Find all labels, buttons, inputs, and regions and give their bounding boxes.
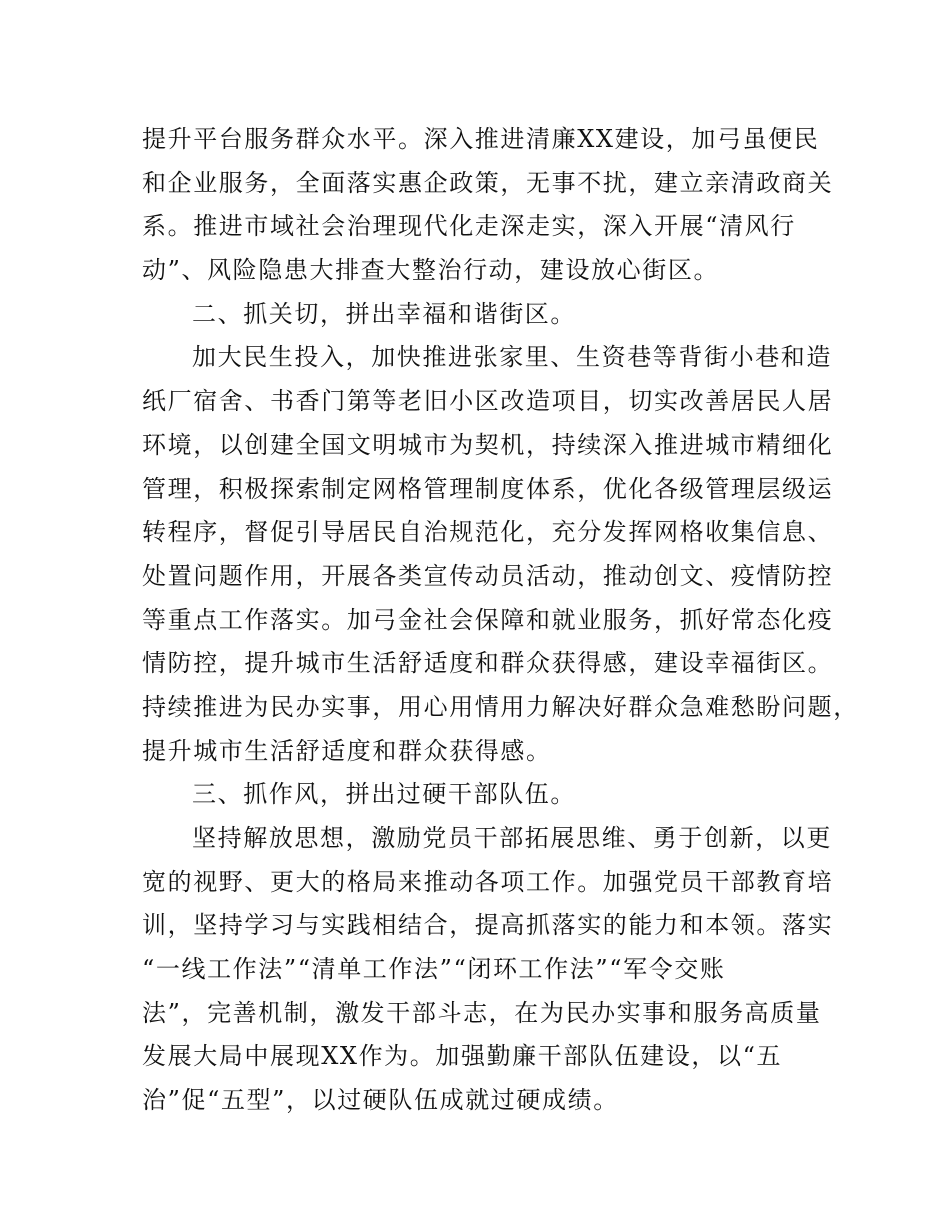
text-line: 持续推进为民办实事，用心用情用力解决好群众急难愁盼问题， bbox=[142, 692, 859, 721]
paragraph-section-3 bbox=[142, 817, 832, 1123]
text-line: 加大民生投入，加快推进张家里、生资巷等背街小巷和造 bbox=[192, 343, 832, 372]
text-line: 治”促“五型”，以过硬队伍成就过硬成绩。 bbox=[142, 1086, 619, 1115]
text-line: 动”、风险隐患大排查大整治行动，建设放心街区。 bbox=[142, 256, 720, 285]
text-line: 宽的视野、更大的格局来推动各项工作。加强党员干部教育培 bbox=[142, 867, 834, 896]
text-line: 环境，以创建全国文明城市为契机，持续深入推进城市精细化 bbox=[142, 430, 834, 459]
section-heading-3 bbox=[142, 773, 832, 817]
text-line: “一线工作法”“清单工作法”“闭环工作法”“军令交账 bbox=[142, 955, 726, 984]
text-line: 坚持解放思想，激励党员干部拓展思维、勇于创新，以更 bbox=[192, 824, 832, 852]
text-line: 处置问题作用，开展各类宣传动员活动，推动创文、疫情防控 bbox=[142, 561, 834, 590]
section-heading-2 bbox=[142, 293, 832, 337]
text-line: 转程序，督促引导居民自治规范化，充分发挥网格收集信息、 bbox=[142, 518, 834, 547]
text-line: 纸厂宿舍、书香门第等老旧小区改造项目，切实改善居民人居 bbox=[142, 387, 834, 416]
paragraph-intro bbox=[142, 118, 832, 293]
text-line: 训，坚持学习与实践相结合，提高抓落实的能力和本领。落实 bbox=[142, 911, 834, 940]
text-line: 和企业服务，全面落实惠企政策，无事不扰，建立亲清政商关 bbox=[142, 168, 834, 197]
section-heading-text: 二、抓关切，拼出幸福和谐街区。 bbox=[192, 299, 576, 328]
text-line: 系。推进市域社会治理现代化走深走实，深入开展“清风行 bbox=[142, 212, 796, 241]
text-line: 管理，积极探索制定网格管理制度体系，优化各级管理层级运 bbox=[142, 474, 834, 503]
text-line: 提升城市生活舒适度和群众获得感。 bbox=[142, 736, 552, 765]
text-line: 法”，完善机制，激发干部斗志，在为民办实事和服务高质量 bbox=[142, 998, 822, 1027]
text-line: 等重点工作落实。加弓金社会保障和就业服务，抓好常态化疫 bbox=[142, 605, 834, 634]
text-line: 提升平台服务群众水平。深入推进清廉XX建设，加弓虽便民 bbox=[142, 125, 820, 153]
text-line: 发展大局中展现XX作为。加强勤廉干部队伍建设，以“五 bbox=[142, 1042, 783, 1071]
text-line: 情防控，提升城市生活舒适度和群众获得感，建设幸福街区。 bbox=[142, 649, 834, 678]
paragraph-section-2 bbox=[142, 336, 859, 773]
document-text-body bbox=[142, 118, 859, 1123]
section-heading-text: 三、抓作风，拼出过硬干部队伍。 bbox=[192, 780, 576, 809]
